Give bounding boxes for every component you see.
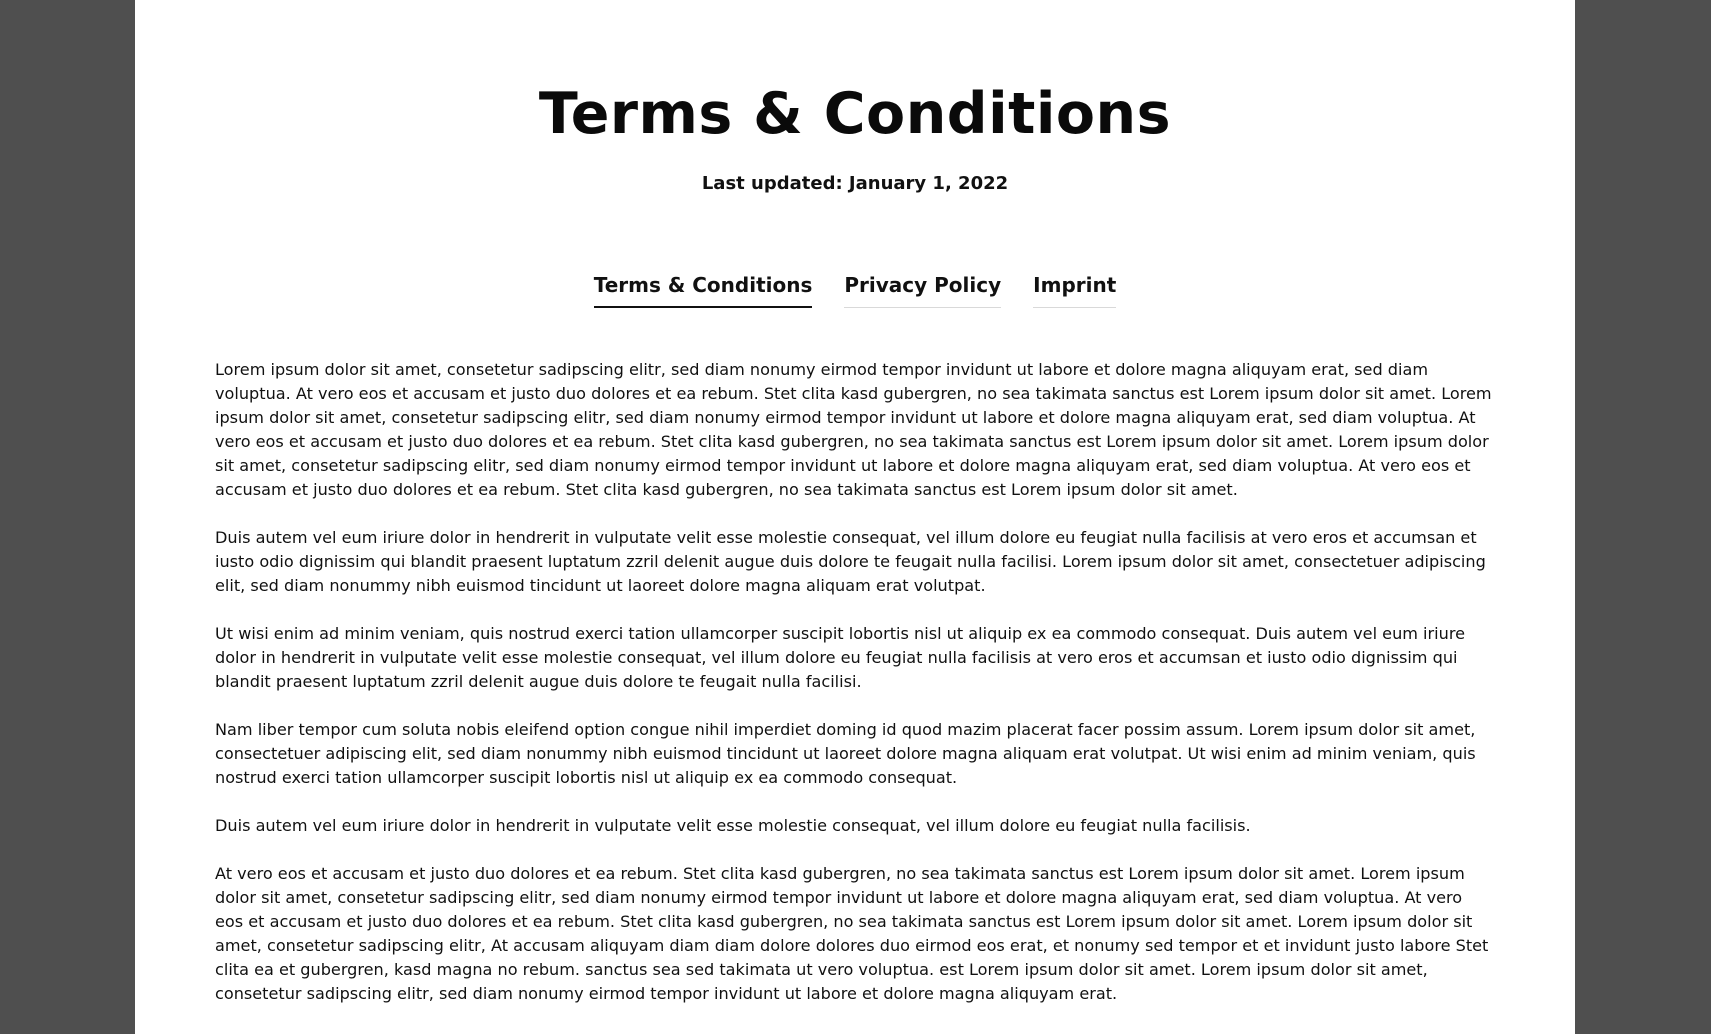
terms-content bbox=[215, 358, 1493, 1030]
page-title: Terms & Conditions bbox=[538, 81, 1172, 147]
page-card bbox=[135, 0, 1575, 1034]
paragraph: Lorem ipsum dolor sit amet, consetetur sadipscing elitr, sed diam nonumy eirmod tempor invidunt ut labore et dolore magna aliquyam erat, sed diam voluptua. At vero eos et accusam et justo duo dolores et ea rebum. Stet clita kasd gubergren, no sea takimata sanctus est Lorem ipsum dolor sit amet. Lorem ipsum dolor sit amet, consetetur sadipscing elitr, sed diam nonumy eirmod tempor invidunt ut labore et dolore magna aliquyam erat, sed diam voluptua. At vero eos et accusam et justo duo dolores et ea rebum. Stet clita kasd gubergren, no sea takimata sanctus est Lorem ipsum dolor sit amet. Lorem ipsum dolor sit amet, consetetur sadipscing elitr, sed diam nonumy eirmod tempor invidunt ut labore et dolore magna aliquyam erat, sed diam voluptua. At vero eos et accusam et justo duo dolores et ea rebum. Stet clita kasd gubergren, no sea takimata sanctus est Lorem ipsum dolor sit amet. bbox=[215, 360, 1492, 499]
legal-tabs bbox=[135, 270, 1575, 308]
tab-terms-conditions[interactable]: Terms & Conditions bbox=[594, 270, 813, 308]
paragraph: Duis autem vel eum iriure dolor in hendrerit in vulputate velit esse molestie consequat, vel illum dolore eu feugiat nulla facilisis at vero eros et accumsan et iusto odio dignissim qui blandit praesent luptatum zzril delenit augue duis dolore te feugait nulla facilisi. Lorem ipsum dolor sit amet, consectetuer adipiscing elit, sed diam nonummy nibh euismod tincidunt ut laoreet dolore magna aliquam erat volutpat. bbox=[215, 528, 1486, 595]
tab-imprint[interactable]: Imprint bbox=[1033, 270, 1116, 308]
paragraph: Ut wisi enim ad minim veniam, quis nostrud exerci tation ullamcorper suscipit lobortis nisl ut aliquip ex ea commodo consequat. Duis autem vel eum iriure dolor in hendrerit in vulputate velit esse molestie consequat, vel illum dolore eu feugiat nulla facilisis at vero eros et accumsan et iusto odio dignissim qui blandit praesent luptatum zzril delenit augue duis dolore te feugait nulla facilisi. bbox=[215, 624, 1465, 691]
last-updated-date: Last updated: January 1, 2022 bbox=[701, 173, 1009, 194]
paragraph: Nam liber tempor cum soluta nobis eleifend option congue nihil imperdiet doming id quod mazim placerat facer possim assum. Lorem ipsum dolor sit amet, consectetuer adipiscing elit, sed diam nonummy nibh euismod tincidunt ut laoreet dolore magna aliquam erat volutpat. Ut wisi enim ad minim veniam, quis nostrud exerci tation ullamcorper suscipit lobortis nisl ut aliquip ex ea commodo consequat. bbox=[215, 720, 1476, 787]
tab-privacy-policy[interactable]: Privacy Policy bbox=[844, 270, 1001, 308]
paragraph: Duis autem vel eum iriure dolor in hendrerit in vulputate velit esse molestie consequat, vel illum dolore eu feugiat nulla facilisis. bbox=[215, 816, 1251, 835]
paragraph: At vero eos et accusam et justo duo dolores et ea rebum. Stet clita kasd gubergren, no sea takimata sanctus est Lorem ipsum dolor sit amet. Lorem ipsum dolor sit amet, consetetur sadipscing elitr, sed diam nonumy eirmod tempor invidunt ut labore et dolore magna aliquyam erat, sed diam voluptua. At vero eos et accusam et justo duo dolores et ea rebum. Stet clita kasd gubergren, no sea takimata sanctus est Lorem ipsum dolor sit amet. Lorem ipsum dolor sit amet, consetetur sadipscing elitr, At accusam aliquyam diam diam dolore dolores duo eirmod eos erat, et nonumy sed tempor et et invidunt justo labore Stet clita ea et gubergren, kasd magna no rebum. sanctus sea sed takimata ut vero voluptua. est Lorem ipsum dolor sit amet. Lorem ipsum dolor sit amet, consetetur sadipscing elitr, sed diam nonumy eirmod tempor invidunt ut labore et dolore magna aliquyam erat. bbox=[215, 864, 1489, 1003]
